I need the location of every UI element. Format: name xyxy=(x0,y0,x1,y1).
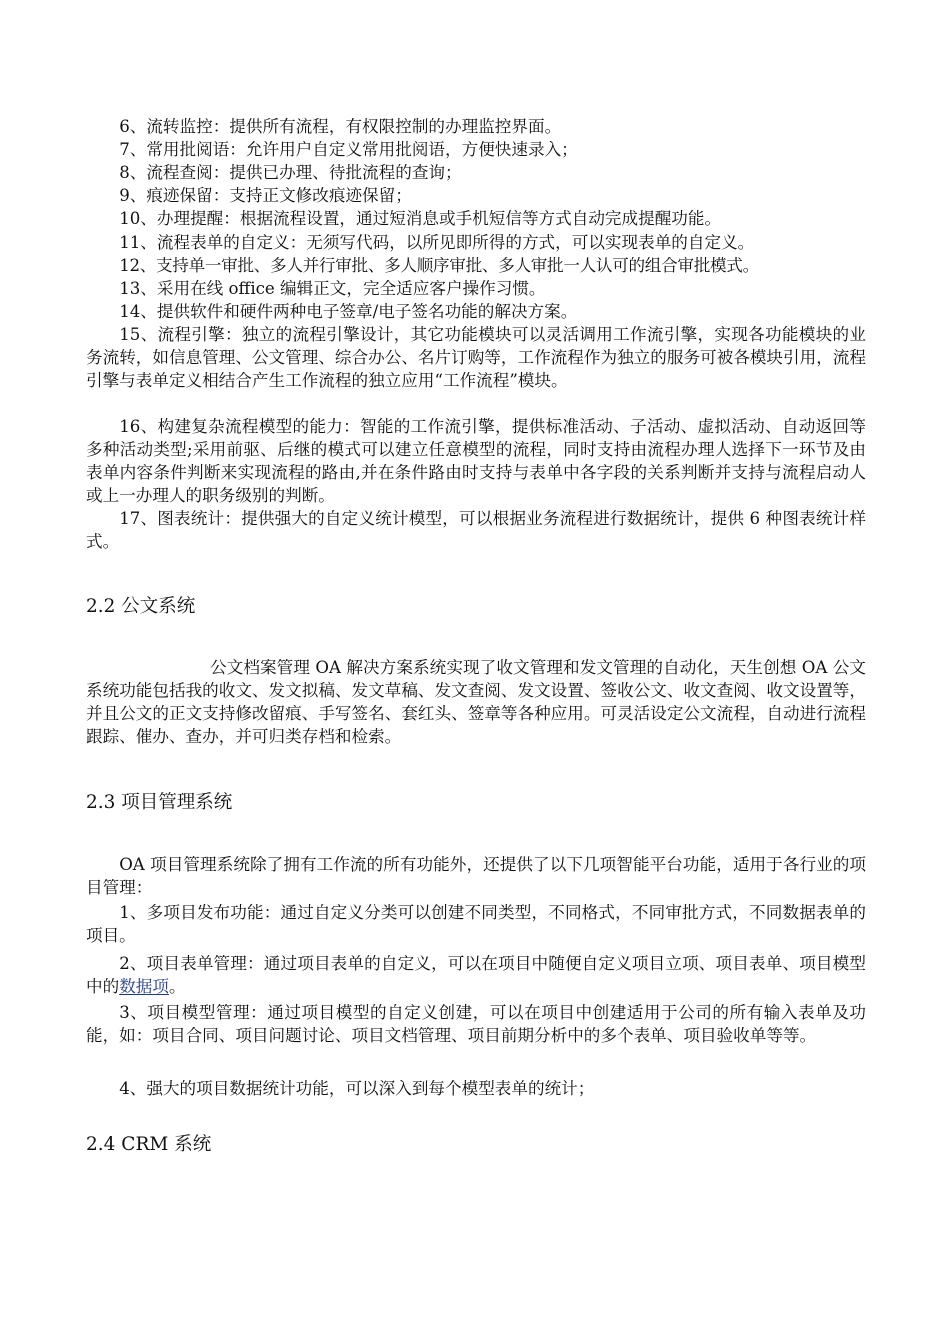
workflow-item-14: 14、提供软件和硬件两种电子签章/电子签名功能的解决方案。 xyxy=(119,302,578,321)
workflow-item-13: 13、采用在线 office 编辑正文，完全适应客户操作习惯。 xyxy=(119,279,546,298)
project-item-3: 3、项目模型管理：通过项目模型的自定义创建，可以在项目中创建适用于公司的所有输入表单及功能，如：项目合同、项目问题讨论、项目文档管理、项目前期分析中的多个表单、项目验收单等等。 xyxy=(86,1003,866,1045)
project-item-2 xyxy=(86,952,866,998)
section-2-2-body: 公文档案管理 OA 解决方案系统实现了收文管理和发文管理的自动化，天生创想 OA 公文系统功能包括我的收文、发文拟稿、发文草稿、发文查阅、发文设置、签收公文、收文查阅、收文设置等，并且公文的正文支持修改留痕、手写签名、套红头、签章等各种应用。可灵活设定公文流程，自动进行流程跟踪、催办、查办，并可归类存档和检索。 xyxy=(86,658,866,746)
workflow-item-7: 7、常用批阅语：允许用户自定义常用批阅语，方便快速录入； xyxy=(119,140,578,159)
section-2-3-intro: OA 项目管理系统除了拥有工作流的所有功能外，还提供了以下几项智能平台功能，适用于各行业的项目管理： xyxy=(86,855,866,897)
workflow-item-17: 17、图表统计：提供强大的自定义统计模型，可以根据业务流程进行数据统计，提供 6 种图表统计样式。 xyxy=(86,509,866,551)
project-item-2-text: 2、项目表单管理：通过项目表单的自定义，可以在项目中随便自定义项目立项、项目表单、项目模型中的 xyxy=(86,954,866,996)
workflow-item-11: 11、流程表单的自定义：无须写代码，以所见即所得的方式，可以实现表单的自定义。 xyxy=(119,233,755,252)
workflow-item-16: 16、构建复杂流程模型的能力：智能的工作流引擎，提供标准活动、子活动、虚拟活动、自动返回等多种活动类型;采用前驱、后继的模式可以建立任意模型的流程，同时支持由流程办理人选择下一环节及由表单内容条件判断来实现流程的路由,并在条件路由时支持与表单中各字段的关系判断并支持与流程启动人或上一办理人的职务级别的判断。 xyxy=(86,417,866,505)
project-item-2-end: 。 xyxy=(168,977,186,996)
workflow-item-8: 8、流程查阅：提供已办理、待批流程的查询； xyxy=(119,163,462,182)
workflow-item-10: 10、办理提醒：根据流程设置，通过短消息或手机短信等方式自动完成提醒功能。 xyxy=(119,209,722,228)
workflow-item-15: 15、流程引擎：独立的流程引擎设计，其它功能模块可以灵活调用工作流引擎，实现各功能模块的业务流转，如信息管理、公文管理、综合办公、名片订购等，工作流程作为独立的服务可被各模块引用，流程引擎与表单定义相结合产生工作流程的独立应用“工作流程”模块。 xyxy=(86,325,866,390)
project-item-4: 4、强大的项目数据统计功能，可以深入到每个模型表单的统计； xyxy=(119,1079,595,1098)
workflow-item-6: 6、流转监控：提供所有流程，有权限控制的办理监控界面。 xyxy=(119,117,562,136)
section-heading-2-3: 2.3 项目管理系统 xyxy=(86,792,233,813)
workflow-item-12: 12、支持单一审批、多人并行审批、多人顺序审批、多人审批一人认可的组合审批模式。 xyxy=(119,256,759,275)
project-item-1: 1、多项目发布功能：通过自定义分类可以创建不同类型，不同格式，不同审批方式，不同数据表单的项目。 xyxy=(86,903,866,945)
workflow-item-9: 9、痕迹保留：支持正文修改痕迹保留； xyxy=(119,186,412,205)
data-item-link[interactable]: 数据项 xyxy=(119,977,169,996)
section-heading-2-4: 2.4 CRM 系统 xyxy=(86,1134,212,1155)
section-heading-2-2: 2.2 公文系统 xyxy=(86,596,196,617)
